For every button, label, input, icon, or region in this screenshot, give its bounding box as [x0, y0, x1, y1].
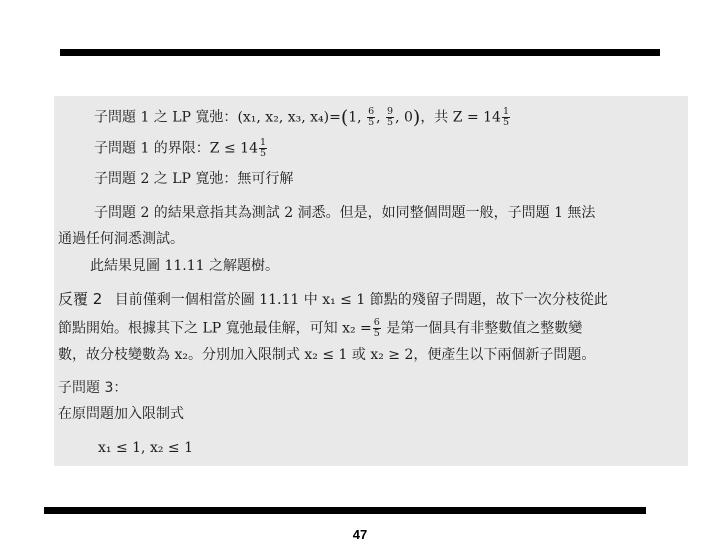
- value-x1: 1,: [348, 109, 362, 126]
- subproblem-3-intro: 在原問題加入限制式: [58, 406, 184, 422]
- x2-equation: x₂ =: [342, 320, 372, 337]
- variable-tuple: (x₁, x₂, x₃, x₄): [237, 109, 330, 126]
- subproblem-2-relaxation: 子問題 2 之 LP 寬弛：無可行解: [94, 171, 294, 187]
- page-number: 47: [352, 527, 368, 542]
- close-paren: ): [412, 106, 421, 129]
- iteration-text-1: 目前僅剩一個相當於圖 11.11 中 x₁ ≤ 1 節點的殘留子問題，故下一次分枝從此: [114, 292, 608, 308]
- subproblem-3-constraints: x₁ ≤ 1, x₂ ≤ 1: [98, 440, 193, 456]
- fraction-numerator: 6: [373, 317, 380, 328]
- fraction-denominator: 5: [368, 117, 375, 128]
- subproblem-1-relaxation: 子問題 1 之 LP 寬弛：(x₁, x₂, x₃, x₄)=(1, $\frac{6}{5}$ , $\frac{9}{5}$ , 0)，共 Z = 14 $\frac{1}{5}$: [94, 106, 509, 129]
- x2-fraction: [373, 318, 381, 339]
- fraction-denominator: 5: [259, 148, 267, 159]
- fraction-denominator: 5: [502, 117, 509, 128]
- fraction-numerator: 9: [387, 106, 394, 117]
- bound-fraction: [259, 138, 267, 159]
- value-x4: 0: [403, 109, 413, 126]
- bound-text: 子問題 1 的界限：Z ≤ 14: [94, 140, 258, 157]
- iteration-2-line-2: [58, 318, 582, 339]
- explanation-line-1: 子問題 2 的結果意指其為測試 2 洞悉。但是，如同整個問題一般，子問題 1 無法: [94, 205, 596, 221]
- relaxation-label: 子問題 1 之 LP 寬弛：: [94, 109, 238, 126]
- iteration-2-line-1: [58, 290, 608, 309]
- objective-fraction: [502, 107, 510, 128]
- figure-reference: 此結果見圖 11.11 之解題樹。: [90, 258, 279, 274]
- top-rule: [60, 49, 660, 56]
- fraction-x3: [386, 107, 394, 128]
- equals-sign: =: [329, 109, 341, 126]
- objective-label: ，共: [420, 109, 449, 126]
- subproblem-3-heading: 子問題 3：: [58, 380, 128, 396]
- subproblem-1-bound: [94, 138, 268, 159]
- open-paren: (: [340, 106, 349, 129]
- explanation-line-2: 通過任何洞悉測試。: [58, 231, 184, 247]
- fraction-denominator: 5: [373, 328, 380, 339]
- fraction-x2: [367, 107, 375, 128]
- fraction-numerator: 6: [368, 106, 375, 117]
- iteration-text-2a: 節點開始。根據其下之 LP 寬弛最佳解，可知: [58, 320, 338, 337]
- fraction-numerator: 1: [259, 137, 267, 148]
- iteration-heading: 反覆 2: [58, 290, 103, 308]
- fraction-denominator: 5: [387, 117, 394, 128]
- iteration-2-line-3: 數，故分枝變數為 x₂。分別加入限制式 x₂ ≤ 1 或 x₂ ≥ 2，便產生以下兩個新子問題。: [58, 347, 596, 363]
- bottom-rule: [44, 507, 646, 514]
- fraction-numerator: 1: [502, 106, 509, 117]
- objective-value: Z = 14: [452, 109, 501, 126]
- content-panel: [54, 96, 688, 466]
- iteration-text-2c: 是第一個具有非整數值之整數變: [386, 320, 583, 337]
